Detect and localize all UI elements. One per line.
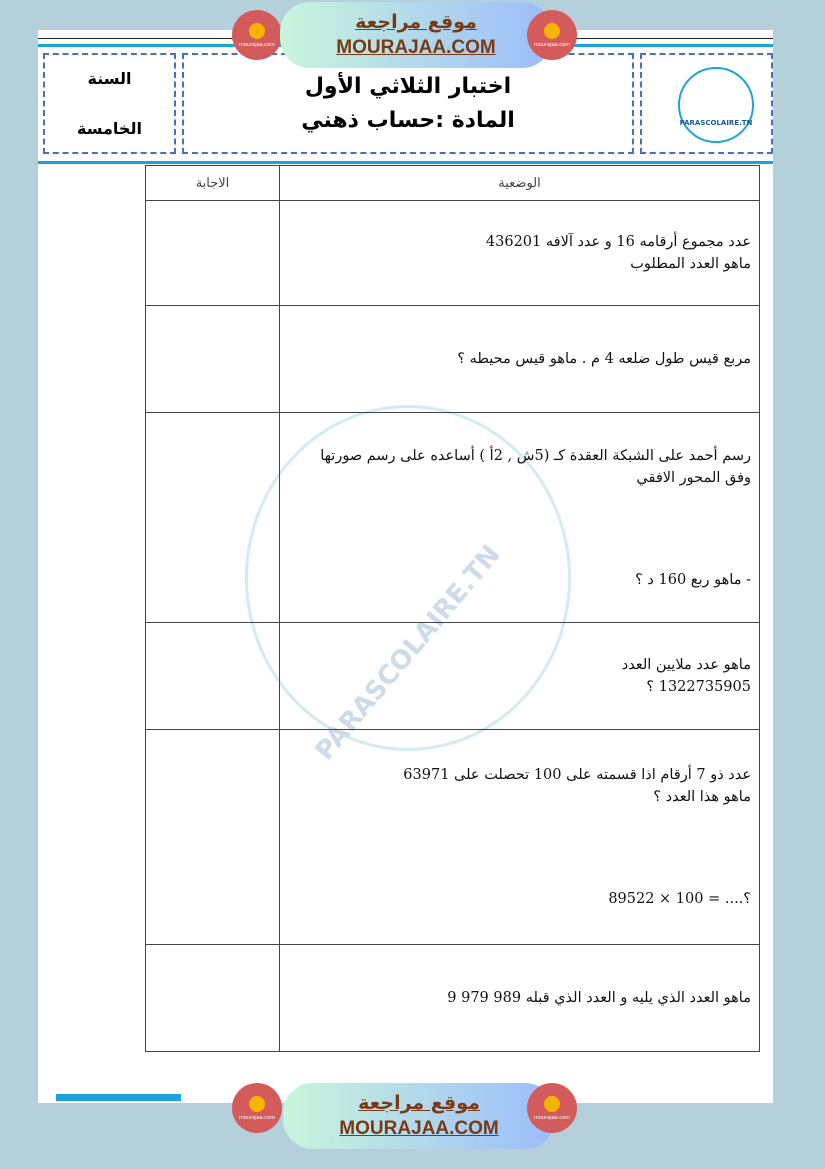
circle-text: mourajaa.com	[238, 41, 275, 48]
answer-cell[interactable]	[146, 201, 280, 306]
question-text: ماهو هذا العدد ؟	[653, 789, 751, 805]
mourajaa-badge-bottom[interactable]	[283, 1083, 555, 1149]
table-row	[146, 623, 760, 730]
answer-cell[interactable]	[146, 945, 280, 1052]
table-row	[146, 945, 760, 1052]
answer-cell[interactable]	[146, 306, 280, 413]
header-situation: الوضعية	[280, 166, 760, 201]
mourajaa-icon	[527, 1083, 577, 1133]
question-text: ماهو عدد ملايين العدد	[621, 657, 751, 673]
question-text: 1322735905 ؟	[646, 679, 751, 695]
title-box	[182, 53, 634, 154]
question-text: رسم أحمد على الشبكة العقدة كـ (5ش , 2أ ) أساعده على رسم صورتها	[320, 447, 751, 464]
grade-box	[43, 53, 176, 154]
circle-text: mourajaa.com	[533, 41, 570, 48]
answer-cell[interactable]	[146, 730, 280, 945]
divider	[38, 161, 773, 164]
question-text: ماهو العدد الذي يليه و العدد الذي قبله 989 979 9	[447, 990, 751, 1006]
question-text: ماهو العدد المطلوب	[630, 256, 751, 272]
question-text: عدد مجموع أرقامه 16 و عدد آلافه 436201	[485, 234, 751, 250]
mourajaa-icon	[232, 1083, 282, 1133]
table-row	[146, 730, 760, 945]
footer-bar	[56, 1094, 181, 1101]
mourajaa-icon	[232, 10, 282, 60]
mourajaa-badge-top[interactable]	[280, 2, 552, 68]
exam-title: اختبار الثلاثي الأول	[304, 73, 512, 99]
question-text: مربع قيس طول ضلعه 4 م . ماهو قيس محيطه ؟	[457, 351, 751, 367]
grade-line2: الخامسة	[77, 118, 142, 138]
question-text: - ماهو ربع 160 د ؟	[635, 571, 751, 588]
watermark-text: PARASCOLAIRE.TN	[309, 539, 507, 767]
table-row	[146, 413, 760, 623]
question-text: 89522 × 100 = ....؟	[608, 891, 751, 907]
subject-title: المادة :حساب ذهني	[301, 107, 515, 133]
table-row	[146, 306, 760, 413]
parascolaire-logo	[678, 67, 754, 143]
grade-line1: السنة	[87, 68, 132, 88]
mourajaa-icon	[527, 10, 577, 60]
answer-cell[interactable]	[146, 413, 280, 623]
circle-text: mourajaa.com	[533, 1114, 570, 1121]
badge-latin: MOURAJAA.COM	[336, 37, 496, 58]
badge-latin: MOURAJAA.COM	[339, 1118, 499, 1139]
question-text: عدد ذو 7 أرقام اذا قسمته على 100 تحصلت على 63971	[403, 767, 751, 783]
table-row	[146, 201, 760, 306]
answer-cell[interactable]	[146, 623, 280, 730]
logo-text: PARASCOLAIRE.TN	[679, 119, 753, 127]
question-text: وفق المحور الافقي	[636, 469, 751, 486]
badge-arabic: موقع مراجعة	[355, 11, 477, 33]
circle-text: mourajaa.com	[238, 1114, 275, 1121]
header-answer: الاجابة	[146, 166, 280, 201]
exam-table	[145, 165, 760, 1052]
badge-arabic: موقع مراجعة	[358, 1092, 480, 1114]
